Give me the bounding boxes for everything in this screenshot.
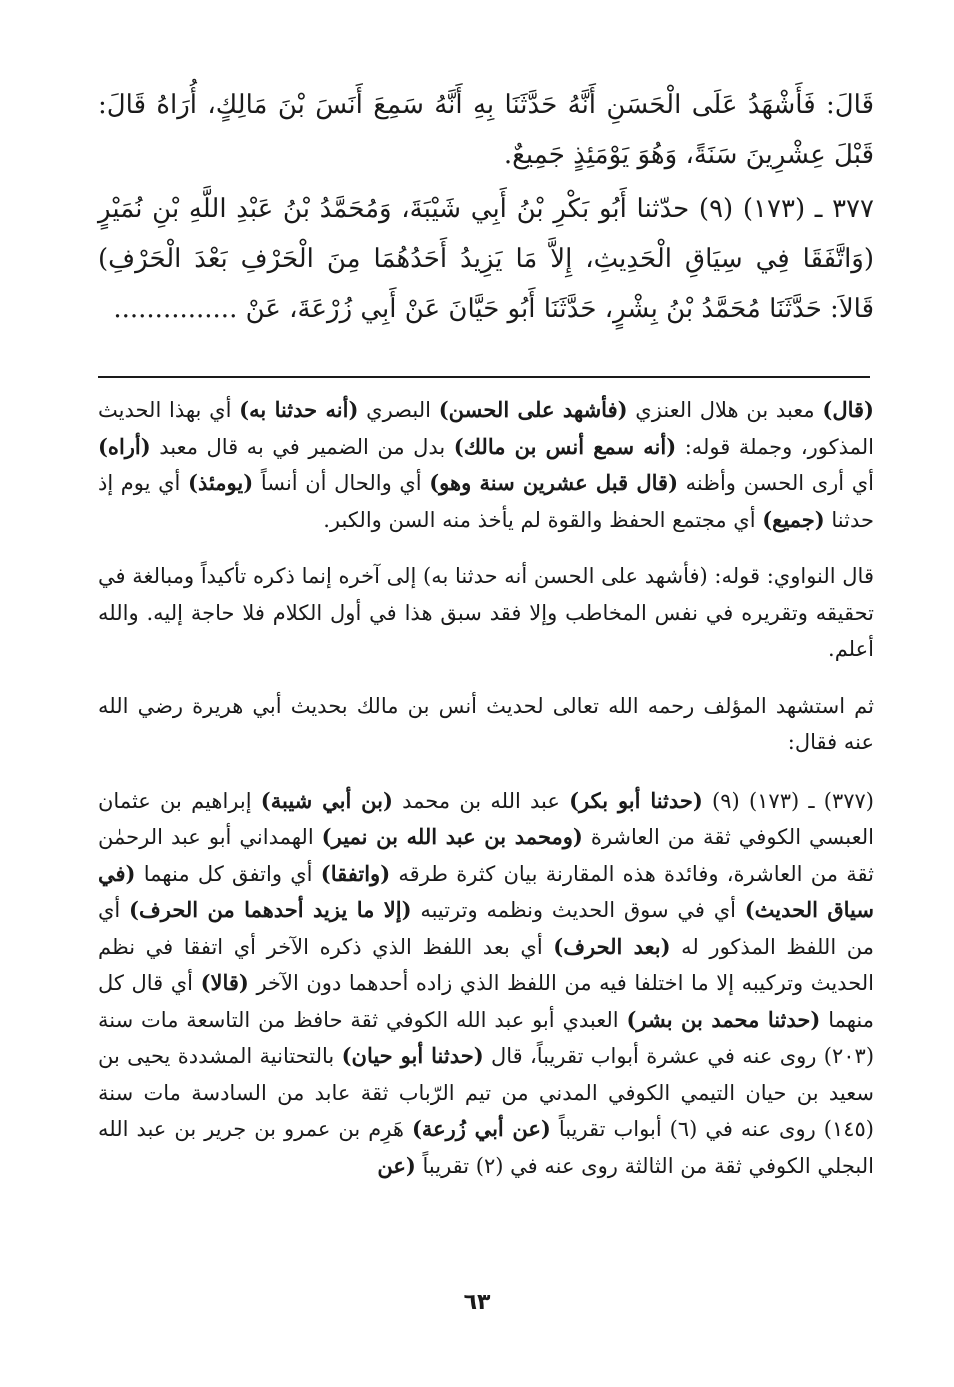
page-number: ٦٣ xyxy=(463,1290,491,1315)
bold-phrase: (بن أبي شيبة) xyxy=(260,787,393,813)
bold-phrase: (أنه سمع أنس بن مالك) xyxy=(453,433,677,459)
text-run: معبد بن هلال العنزي xyxy=(627,398,823,422)
commentary-paragraph xyxy=(98,392,874,538)
bold-phrase: (قالا) xyxy=(200,970,249,995)
bold-phrase: (أراه) xyxy=(98,433,151,459)
hadith-paragraph: ٣٧٧ ـ (١٧٣) (٩) حدّثنا أَبُو بَكْرِ بْنُ أَبِي شَيْبَةَ، وَمُحَمَّدُ بْنُ عَبْدِ اللَّهِ بْنِ نُمَيْرٍ (وَاتَّفَقَا فِي سِيَاقِ الْحَدِيثِ، إِلاَّ مَا يَزِيدُ أَحَدُهُمَا مِنَ الْحَرْفِ بَعْدَ الْحَرْفِ) قَالاَ: حَدَّثَنَا مُحَمَّدُ بْنُ بِشْرٍ، حَدَّثَنَا أَبُو حَيَّانَ عَنْ أَبِي زُرْعَةَ، عَنْ ............... xyxy=(98,194,874,324)
text-run: بدل من الضمير في به قال معبد xyxy=(150,434,454,459)
text-run: أي واتفق كل منهما xyxy=(135,861,321,886)
text-run: بالتحتانية المشددة يحيى بن سعيد بن حيان التيمي الكوفي المدني من تيم الرّباب ثقة عابد من السادسة مات سنة (١٤٥) روى عنه في (٦) أبواب تقريباً xyxy=(98,1044,874,1141)
bold-phrase: (حدثنا أبو بكر) xyxy=(569,787,703,813)
text-run: العبدي أبو عبد الله الكوفي ثقة حافظ من التاسعة مات سنة (٢٠٣) روى عنه في عشرة أبواب تقريباً، قال xyxy=(98,1007,875,1068)
text-run: (٣٧٧) ـ (١٧٣) (٩) xyxy=(702,788,874,813)
bold-phrase: (عن أبي زُرعة) xyxy=(411,1116,551,1141)
text-run: البصري xyxy=(358,398,439,422)
text-run: أي أرى الحسن وأظنه xyxy=(678,471,874,495)
text-run: أي في سوق الحديث ونظمه وترتيبه xyxy=(411,898,745,922)
text-run: عبد الله بن محمد xyxy=(392,788,570,813)
text-run: أي بهذا الحديث المذكور، وجملة قوله: xyxy=(98,398,874,459)
text-run: ثم استشهد المؤلف رحمه الله تعالى لحديث أنس بن مالك بحديث أبي هريرة رضي الله عنه فقال: xyxy=(98,693,874,754)
text-run: إبراهيم بن عثمان العبسي الكوفي ثقة من العاشرة xyxy=(98,788,874,849)
text-run: هَرِم بن عمرو بن جرير بن عبد الله البجلي الكوفي ثقة من الثالثة روى عنه في (٢) تقريباً xyxy=(98,1117,874,1178)
commentary-paragraph xyxy=(98,558,874,668)
text-run: الهمداني أبو عبد الرحمٰن ثقة من العاشرة، وفائدة هذه المقارنة بيان كثرة طرقه xyxy=(98,825,874,886)
bold-phrase: (بعد الحرف) xyxy=(553,933,671,959)
hadith-text xyxy=(98,80,874,334)
footnote-separator-line xyxy=(98,376,870,378)
text-run: أي بعد اللفظ الذي ذكره الآخر أي اتفقا في نظم الحديث وتركيبه إلا ما اختلفا فيه من اللفظ الذي زاده أحدهما دون الآخر xyxy=(98,934,874,995)
text-run: أي يوم إذ حدثنا xyxy=(98,471,874,532)
bold-phrase: (جميع) xyxy=(762,506,825,532)
bold-phrase: (حدثنا أبو حيان) xyxy=(341,1043,484,1068)
text-run: أي مجتمع الحفظ والقوة لم يأخذ منه السن والكبر. xyxy=(323,507,763,532)
text-run: أي قال كل منهما xyxy=(98,971,875,1032)
text-run: قال النواوي: قوله: (فأشهد على الحسن أنه حدثنا به) إلى آخره إنما ذكره تأكيداً ومبالغة في تحقيقه وتقريره في نفس المخاطب وإلا فقد سبق هذا في أول الكلام فلا حاجة إليه. والله أعلم. xyxy=(98,564,874,661)
bold-phrase: (واتفقا) xyxy=(320,860,391,886)
commentary-text xyxy=(98,392,874,1184)
bold-phrase: (يومئذ) xyxy=(188,470,254,495)
bold-phrase: (حدثنا محمد بن بشر) xyxy=(626,1006,821,1032)
bold-phrase: (قال) xyxy=(822,397,874,422)
commentary-paragraph xyxy=(98,688,874,761)
text-run: أي من اللفظ المذكور له xyxy=(98,898,875,959)
bold-phrase: (إلا ما يزيد أحدهما من الحرف) xyxy=(129,897,412,922)
commentary-paragraph xyxy=(98,783,874,1185)
bold-phrase: (فأشهد على الحسن) xyxy=(438,397,628,422)
bold-phrase: (قال قبل عشرين سنة وهو) xyxy=(429,470,679,495)
bold-phrase: (أنه حدثنا به) xyxy=(239,397,359,422)
hadith-paragraph: قَالَ: فَأَشْهَدُ عَلَى الْحَسَنِ أَنَّهُ حَدَّثَنَا بِهِ أَنَّهُ سَمِعَ أَنَسَ بْنَ مَالِكٍ، أُرَاهُ قَالَ: قَبْلَ عِشْرِينَ سَنَةً، وَهُوَ يَوْمَئِذٍ جَمِيعٌ. xyxy=(98,90,874,170)
bold-phrase: (في سياق الحديث) xyxy=(98,860,874,922)
bold-phrase: (ومحمد بن عبد الله بن نمير) xyxy=(321,824,583,849)
bold-phrase: (عن xyxy=(377,1152,416,1178)
text-run: أي والحال أن أنساً xyxy=(253,471,430,495)
